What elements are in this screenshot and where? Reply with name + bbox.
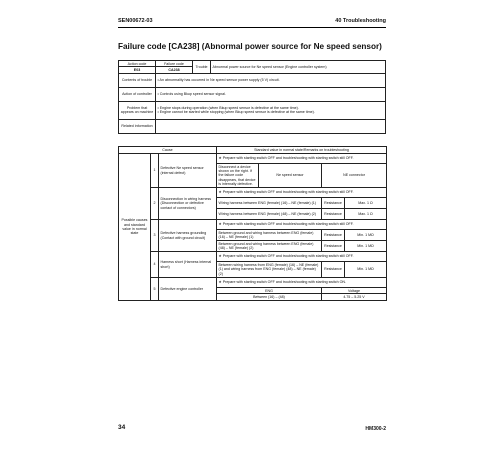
problem-line-1: • Engine stops during operation (when Bkup speed sensor is defective at the same time). xyxy=(157,105,299,110)
trouble-text: Abnormal power source for Ne speed sensor (Engine controller system) xyxy=(211,61,386,74)
cause-4-name: Harness short (Harness internal short) xyxy=(159,252,217,278)
page-title: Failure code [CA238] (Abnormal power source for Ne speed sensor) xyxy=(118,42,382,51)
cause-1-device-1: Ne speed sensor xyxy=(259,164,322,188)
cause-5-measure-point: Between (16) – (48) xyxy=(217,294,322,300)
cause-5-number: 5 xyxy=(151,278,159,301)
failure-info-table xyxy=(118,60,386,134)
cause-2-name: Disconnection in wiring harness (Disconnection or defective contact of connectors) xyxy=(159,188,217,220)
problem-line-2: • Engine cannot be started while stopping (when Bkup speed sensor is defective at the same time). xyxy=(157,110,315,115)
cause-3-check-2: Between ground and wiring harness between ENG (female) (48) – NE (female) (2) xyxy=(217,241,322,252)
cause-3-check-1-value: Min. 1 MΩ xyxy=(345,230,387,241)
cause-2-check-2-value: Max. 1 Ω xyxy=(345,209,387,220)
cause-1-prep: ★ Prepare with starting switch OFF and troubleshooting with starting switch still OFF. xyxy=(217,154,387,164)
machine-model: HM300-2 xyxy=(365,426,386,432)
cause-4-check-1-label: Resistance xyxy=(322,262,345,278)
cause-3-check-1: Between ground and wiring harness between ENG (female) (16) – NE (female) (1) xyxy=(217,230,322,241)
action-code-value: E03 xyxy=(119,67,156,73)
cause-4-check-1-value: Min. 1 MΩ xyxy=(345,262,387,278)
cause-1-note: Disconnect a device shown on the right. If the failure code disappears, that device is internally defective. xyxy=(217,164,259,188)
cause-3-check-2-label: Resistance xyxy=(322,241,345,252)
cause-1-number: 1 xyxy=(151,154,159,188)
doc-number: SEN00672-03 xyxy=(118,18,153,24)
related-text xyxy=(156,119,386,133)
cause-3-name: Defective harness grounding (Contact with ground circuit) xyxy=(159,220,217,252)
problem-label: Problem that appears on machine xyxy=(119,101,156,119)
cause-4-check-1: Between wiring harness from ENG (female) (16) – NE (female) (1) and wiring harness from ENG (female) (48) – NE (female) (2) xyxy=(217,262,322,278)
failure-code-label: Failure code xyxy=(156,61,193,67)
cause-2-check-1: Wiring harness between ENG (female) (16) – NE (female) (1) xyxy=(217,198,322,209)
cause-2-check-2-label: Resistance xyxy=(322,209,345,220)
cause-3-check-1-label: Resistance xyxy=(322,230,345,241)
cause-5-prep: ★ Prepare with starting switch OFF and troubleshooting with starting switch ON. xyxy=(217,278,387,288)
action-label: Action of controller xyxy=(119,87,156,101)
cause-2-check-1-value: Max. 1 Ω xyxy=(345,198,387,209)
page-number: 34 xyxy=(118,424,126,431)
causes-side-label: Possible causes and standard value in normal state xyxy=(119,154,151,301)
related-label: Related information xyxy=(119,119,156,133)
failure-code-value: CA238 xyxy=(156,67,193,73)
cause-3-prep: ★ Prepare with starting switch OFF and troubleshooting with starting switch still OFF. xyxy=(217,220,387,230)
cause-5-header-eng: ENG xyxy=(217,288,322,294)
cause-5-voltage-value: 4.75 – 5.25 V xyxy=(322,294,387,300)
cause-2-check-1-label: Resistance xyxy=(322,198,345,209)
section-title: 40 Troubleshooting xyxy=(335,18,386,24)
cause-header: Cause xyxy=(119,147,217,154)
header-rule xyxy=(118,27,386,28)
cause-4-number: 4 xyxy=(151,252,159,278)
action-code-label: Action code xyxy=(119,61,156,67)
standard-header: Standard value in normal state/Remarks on troubleshooting xyxy=(217,147,387,154)
cause-3-number: 3 xyxy=(151,220,159,252)
contents-text: • An abnormality has occurred in Ne speed sensor power supply (5 V) circuit. xyxy=(156,73,386,87)
cause-2-prep: ★ Prepare with starting switch OFF and troubleshooting with starting switch still OFF. xyxy=(217,188,387,198)
cause-5-header-voltage: Voltage xyxy=(322,288,387,294)
action-text: • Controls using Bkup speed sensor signal. xyxy=(156,87,386,101)
cause-5-name: Defective engine controller xyxy=(159,278,217,301)
cause-2-check-2: Wiring harness between ENG (female) (48) – NE (female) (2) xyxy=(217,209,322,220)
cause-2-number: 2 xyxy=(151,188,159,220)
problem-text xyxy=(156,101,386,119)
cause-3-check-2-value: Min. 1 MΩ xyxy=(345,241,387,252)
causes-table xyxy=(118,146,387,301)
trouble-label: Trouble xyxy=(193,61,211,74)
contents-label: Contents of trouble xyxy=(119,73,156,87)
cause-4-prep: ★ Prepare with starting switch OFF and troubleshooting with starting switch still OFF. xyxy=(217,252,387,262)
cause-1-name: Defective Ne speed sensor (internal defect) xyxy=(159,154,217,188)
cause-1-device-2: NE connector xyxy=(322,164,387,188)
